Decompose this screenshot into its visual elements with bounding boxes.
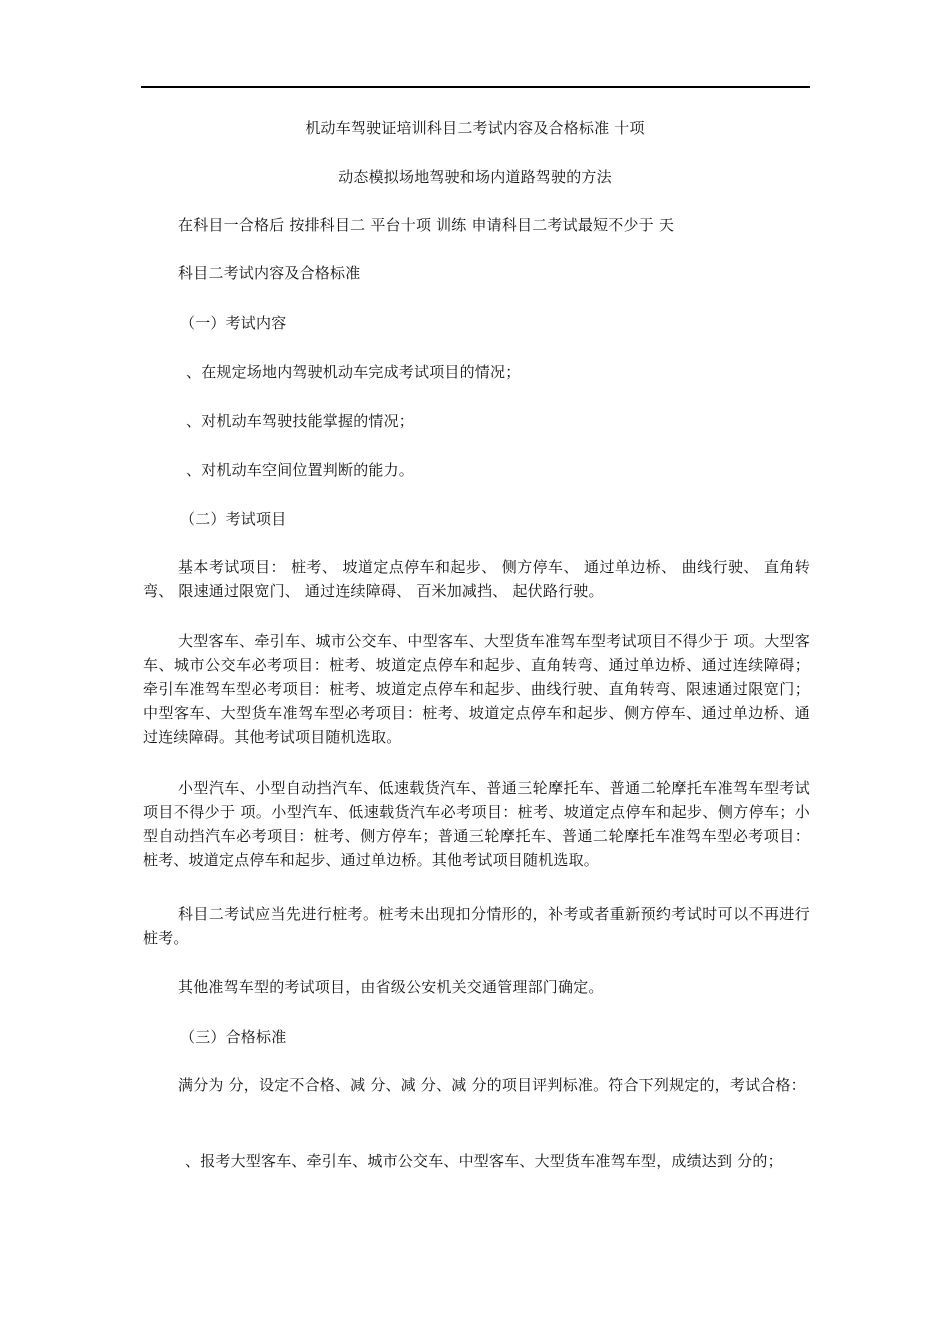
document-subtitle: 动态模拟场地驾驶和场内道路驾驶的方法 — [338, 168, 612, 186]
part1-heading: （一）考试内容 — [180, 314, 287, 332]
paragraph-basic-items: 基本考试项目： 桩考、 坡道定点停车和起步、 侧方停车、 通过单边桥、 曲线行驶、 直角转弯、 限速通过限宽门、 通过连续障碍、 百米加减挡、 起伏路行驶。 — [143, 558, 810, 600]
list-item: 、对机动车驾驶技能掌握的情况； — [186, 412, 415, 430]
section-heading: 科目二考试内容及合格标准 — [178, 264, 361, 282]
paragraph-pass-rule: 、报考大型客车、牵引车、城市公交车、中型客车、大型货车准驾车型，成绩达到 分的； — [185, 1152, 783, 1170]
paragraph-pile-test: 科目二考试应当先进行桩考。桩考未出现扣分情形的，补考或者重新预约考试时可以不再进行桩考。 — [143, 905, 810, 947]
header-rule — [141, 86, 810, 88]
part3-heading: （三）合格标准 — [180, 1028, 287, 1046]
list-item: 、对机动车空间位置判断的能力。 — [186, 461, 415, 479]
paragraph-large-vehicles: 大型客车、牵引车、城市公交车、中型客车、大型货车准驾车型考试项目不得少于 项。大型客车、城市公交车必考项目：桩考、坡道定点停车和起步、直角转弯、通过单边桥、通过连续障碍；牵引车准驾车型必考项目：桩考、坡道定点停车和起步、曲线行驶、直角转弯、限速通过限宽门；中型客车、大型货车准驾车型必考项目：桩考、坡道定点停车和起步、侧方停车、通过单边桥、通过连续障碍。其他考试项目随机选取。 — [143, 632, 810, 746]
paragraph-full-score: 满分为 分，设定不合格、减 分、减 分、减 分的项目评判标准。符合下列规定的，考试合格： — [178, 1076, 806, 1094]
list-item: 、在规定场地内驾驶机动车完成考试项目的情况； — [186, 363, 521, 381]
paragraph-small-vehicles: 小型汽车、小型自动挡汽车、低速载货汽车、普通三轮摩托车、普通二轮摩托车准驾车型考试项目不得少于 项。小型汽车、低速载货汽车必考项目：桩考、坡道定点停车和起步、侧方停车；小型自动挡汽车必考项目：桩考、侧方停车；普通三轮摩托车、普通二轮摩托车准驾车型必考项目：桩考、坡道定点停车和起步、通过单边桥。其他考试项目随机选取。 — [143, 779, 810, 869]
part2-heading: （二）考试项目 — [180, 510, 287, 528]
document-title: 机动车驾驶证培训科目二考试内容及合格标准 十项 — [305, 119, 645, 137]
intro-line: 在科目一合格后 按排科目二 平台十项 训练 申请科目二考试最短不少于 天 — [178, 216, 675, 234]
paragraph-other-vehicles: 其他准驾车型的考试项目，由省级公安机关交通管理部门确定。 — [178, 978, 604, 996]
